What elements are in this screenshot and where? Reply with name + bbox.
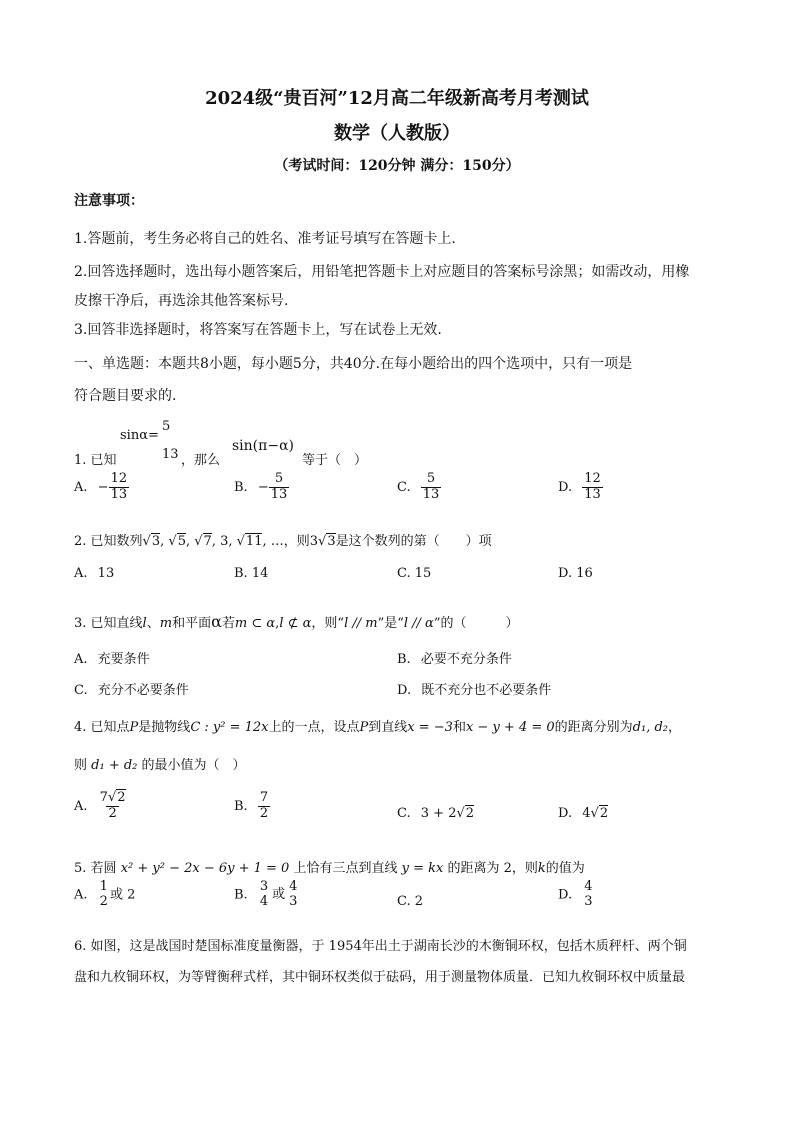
q3-stem: 3. 已知直线l、m和平面α若m ⊂ α,l ⊄ α，则“l // m”是“l // α”的（ ） <box>74 612 519 631</box>
q5-option-a-frac: 1 2 <box>99 879 108 909</box>
section-heading-line2: 符合题目要求的. <box>74 388 177 404</box>
q1-then: ，那么 <box>181 453 221 468</box>
q1-target: sin(π−α) <box>232 438 294 454</box>
q1-option-b[interactable]: B. − $\frac{5}{13}$ <box>234 471 288 502</box>
q5-option-b[interactable]: B. 3 4 或 4 3 <box>234 879 298 909</box>
q5-option-b-frac2: 4 3 <box>289 879 298 909</box>
q1-option-a-frac: $\frac{12}{13}$ <box>110 471 128 502</box>
q5-option-c[interactable]: C. 2 <box>397 894 424 909</box>
q4-option-c[interactable]: C. 3 + 2√2 <box>397 806 475 821</box>
q4-option-b-frac: $\frac{7}{2}$ <box>259 790 269 821</box>
q2-option-a[interactable]: A. 13 <box>74 566 115 581</box>
q1-given-denominator: 13 <box>162 447 179 462</box>
q1-option-d-frac: $\frac{12}{13}$ <box>584 471 601 502</box>
exam-info: （考试时间：120分钟 满分：150分） <box>274 158 520 174</box>
q1-given-numerator: 5 <box>162 419 171 434</box>
q2-stem: 2. 已知数列√3, √5, √7, 3, √11, …，则3√3是这个数列的第（ ）项 <box>74 534 492 549</box>
q1-option-c-frac: $\frac{5}{13}$ <box>422 471 440 502</box>
exam-subtitle: 数学（人教版） <box>334 123 460 144</box>
q3-option-b[interactable]: B. 必要不充分条件 <box>397 652 512 667</box>
q1-option-d[interactable]: D. $\frac{12}{13}$ <box>558 471 601 502</box>
q1-option-a[interactable]: A. − $\frac{12}{13}$ <box>74 471 128 502</box>
q4-stem-line1: 4. 已知点P是抛物线C : y² = 12x上的一点，设点P到直线x = −3和x − y + 4 = 0的距离分别为d₁, d₂， <box>74 720 682 735</box>
q4-option-b[interactable]: B. $\frac{7}{2}$ <box>234 790 269 821</box>
q5-option-d[interactable]: D. 4 3 <box>558 879 593 909</box>
q4-option-a-frac: $\frac{7√2}{2}$ <box>99 790 126 821</box>
q5-option-a[interactable]: A. 1 2 或 2 <box>74 879 136 909</box>
q5-option-b-frac1: 3 4 <box>259 879 269 909</box>
q5-stem: 5. 若圆 x² + y² − 2x − 6y + 1 = 0 上恰有三点到直线 y = kx 的距离为 2，则k的值为 <box>74 861 585 876</box>
q1-given-expr: sinα= <box>120 428 159 443</box>
q1-option-c[interactable]: C. $\frac{5}{13}$ <box>397 471 440 502</box>
q1-prefix: 1. 已知 <box>74 453 117 468</box>
q2-option-d[interactable]: D. 16 <box>558 566 593 581</box>
q4-option-d[interactable]: D. 4√2 <box>558 806 609 821</box>
q4-option-a[interactable]: A. $\frac{7√2}{2}$ <box>74 790 126 821</box>
q1-option-b-frac: $\frac{5}{13}$ <box>270 471 288 502</box>
q4-stem-line2: 则 d₁ + d₂ 的最小值为（ ） <box>74 758 246 773</box>
q3-option-d[interactable]: D. 既不充分也不必要条件 <box>397 683 552 698</box>
notes-item-2-line2: 皮擦干净后，再选涂其他答案标号. <box>74 293 289 309</box>
q1-suffix: 等于（ ） <box>302 453 368 468</box>
notes-heading: 注意事项： <box>74 193 144 209</box>
exam-title: 2024级“贵百河”12月高二年级新高考月考测试 <box>205 88 589 109</box>
q6-line2: 盘和九枚铜环权，为等臂衡秤式样，其中铜环权类似于砝码，用于测量物体质量．已知九枚铜环权中质量最 <box>74 970 686 985</box>
q2-option-c[interactable]: C. 15 <box>397 566 432 581</box>
notes-item-1: 1.答题前，考生务必将自己的姓名、准考证号填写在答题卡上. <box>74 231 456 247</box>
section-heading-line1: 一、单选题：本题共8小题，每小题5分，共40分.在每小题给出的四个选项中，只有一项是 <box>74 356 633 372</box>
q6-line1: 6. 如图，这是战国时楚国标准度量衡器，于 1954年出土于湖南长沙的木衡铜环权，包括木质秤杆、两个铜 <box>74 939 687 954</box>
q3-option-a[interactable]: A. 充要条件 <box>74 652 150 667</box>
q1-given <box>120 428 159 443</box>
q5-option-d-frac: 4 3 <box>584 879 593 909</box>
notes-item-3: 3.回答非选择题时，将答案写在答题卡上，写在试卷上无效. <box>74 322 442 338</box>
q3-option-c[interactable]: C. 充分不必要条件 <box>74 683 189 698</box>
q2-option-b[interactable]: B. 14 <box>234 566 269 581</box>
notes-item-2-line1: 2.回答选择题时，选出每小题答案后，用铅笔把答题卡上对应题目的答案标号涂黑；如需改动，用橡 <box>74 264 690 280</box>
